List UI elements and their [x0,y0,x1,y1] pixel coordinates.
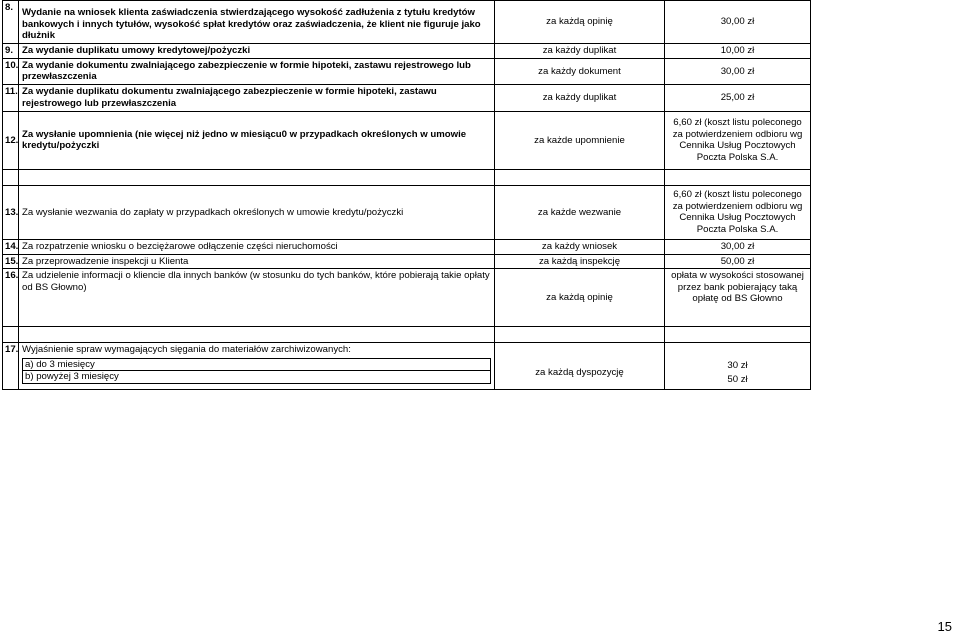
row-fee: opłata w wysokości stosowanej przez bank pobierający taką opłatę od BS Głowno [665,269,811,327]
row-description-text: Wyjaśnienie spraw wymagających sięgania do materiałów zarchiwizowanych: [22,344,351,356]
row-basis: za każdy wniosek [495,239,665,254]
page-number: 15 [937,619,952,634]
row-description [19,343,495,390]
row-basis: za każde upomnienie [495,111,665,169]
row-number: 14. [3,239,19,254]
row-number: 12. [3,111,19,169]
row-fee: 30,00 zł [665,58,811,84]
table-row [3,254,811,269]
row-fee: 50,00 zł [665,254,811,269]
row-number: 10. [3,58,19,84]
table-row [3,58,811,84]
sub-item-fee: 30 zł [727,359,748,371]
row-number: 9. [3,43,19,58]
row-basis: za każdy duplikat [495,43,665,58]
row-number: 13. [3,185,19,239]
table-row [3,239,811,254]
row-basis: za każdy dokument [495,58,665,84]
row-description: Za wysłanie wezwania do zapłaty w przypadkach określonych w umowie kredytu/pożyczki [19,185,495,239]
row-basis: za każdą opinię [495,1,665,44]
table-row [3,185,811,239]
row-number: 15. [3,254,19,269]
row-fee: 30,00 zł [665,1,811,44]
row-fee: 30,00 zł [665,239,811,254]
sub-item-label: a) do 3 miesięcy [22,358,491,372]
row-number: 16. [3,269,19,327]
sub-item-label: b) powyżej 3 miesięcy [22,371,491,384]
row-description: Za rozpatrzenie wniosku o bezciężarowe odłączenie części nieruchomości [19,239,495,254]
table-row [3,84,811,111]
fee-table [2,0,811,390]
row-fee [665,343,811,390]
row-number: 17. [3,343,19,390]
row-description: Za wysłanie upomnienia (nie więcej niż jedno w miesiącu0 w przypadkach określonych w umowie kredytu/pożyczki [19,111,495,169]
spacer-row [3,327,811,343]
row-fee: 6,60 zł (koszt listu poleconego za potwierdzeniem odbioru wg Cennika Usług Pocztowych Poczta Polska S.A. [665,111,811,169]
row-basis: za każdą inspekcję [495,254,665,269]
row-basis: za każdy duplikat [495,84,665,111]
table-row [3,43,811,58]
row-basis: za każdą opinię [495,269,665,327]
row-basis: za każde wezwanie [495,185,665,239]
spacer-row [3,169,811,185]
sub-item-fee: 50 zł [727,374,748,386]
row-fee: 10,00 zł [665,43,811,58]
row-description: Wydanie na wniosek klienta zaświadczenia stwierdzającego wysokość zadłużenia z tytułu kredytów bankowych i innych tytułów, wysokość spłat kredytów oraz zaświadczenia, że klient nie figuruje jako dłużnik [19,1,495,44]
row-number: 11. [3,84,19,111]
table-row [3,1,811,44]
row-description: Za wydanie duplikatu umowy kredytowej/pożyczki [19,43,495,58]
table-row [3,269,811,327]
row-fee: 6,60 zł (koszt listu poleconego za potwierdzeniem odbioru wg Cennika Usług Pocztowych Poczta Polska S.A. [665,185,811,239]
row-description: Za wydanie dokumentu zwalniającego zabezpieczenie w formie hipoteki, zastawu rejestrowego lub przewłaszczenia [19,58,495,84]
table-row [3,111,811,169]
row-basis: za każdą dyspozycję [495,343,665,390]
row-description: Za wydanie duplikatu dokumentu zwalniającego zabezpieczenie w formie hipoteki, zastawu rejestrowego lub przewłaszczenia [19,84,495,111]
row-fee: 25,00 zł [665,84,811,111]
row-number: 8. [3,1,19,44]
table-row [3,343,811,390]
row-description: Za przeprowadzenie inspekcji u Klienta [19,254,495,269]
row-description: Za udzielenie informacji o kliencie dla innych banków (w stosunku do tych banków, które pobierają takie opłaty od BS Głowno) [19,269,495,327]
